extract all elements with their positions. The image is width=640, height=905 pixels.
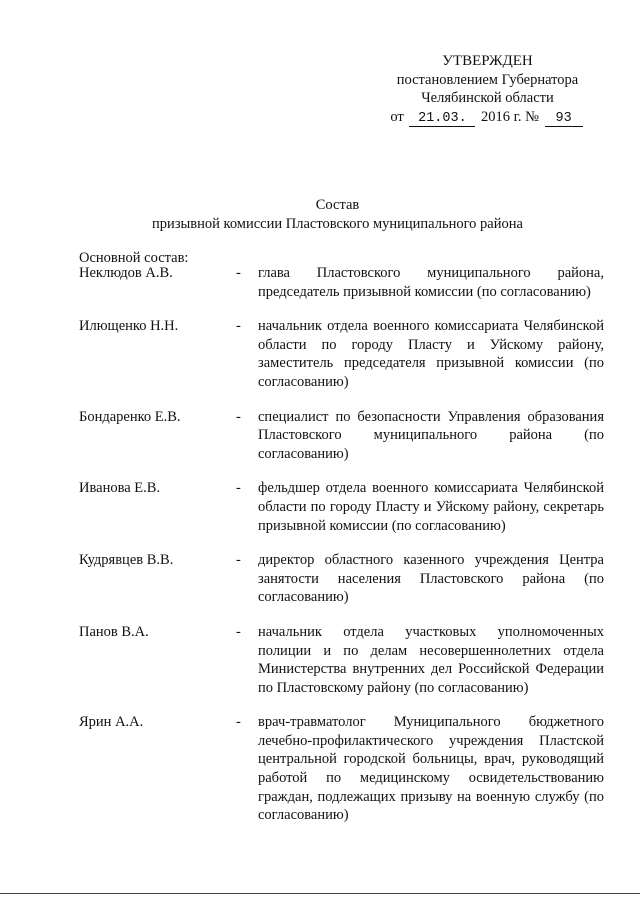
member-name: Неклюдов А.В. (79, 265, 173, 281)
member-role: фельдшер отдела военного комиссариата Челябинской области по городу Пласту и Уйскому району, секретарь призывной комиссии (по согласованию) (258, 480, 604, 534)
member-name: Бондаренко Е.В. (79, 408, 181, 425)
member-role: специалист по безопасности Управления образования Пластовского муниципального района (по согласованию) (258, 408, 604, 462)
member-dash: - (236, 318, 241, 335)
member-role: глава Пластовского муниципального района, председатель призывной комиссии (по согласованию) (258, 265, 604, 300)
member-role: начальник отдела участковых уполномоченных полиции и по делам несовершеннолетних отдела Министерства внутренних дел Российской Федерации по Пластовскому району (по согласованию) (258, 623, 604, 696)
member-name: Ярин А.А. (79, 714, 144, 731)
member-dash: - (236, 623, 241, 640)
member-role: директор областного казенного учреждения Центра занятости населения Пластовского района (по согласованию) (258, 552, 604, 606)
approval-number-value: 93 (545, 111, 583, 127)
member-name: Панов В.А. (79, 623, 149, 640)
member-row (79, 551, 604, 607)
section-label: Основной состав: (79, 250, 189, 266)
member-dash: - (236, 408, 241, 425)
member-row (79, 479, 604, 535)
approval-heading: УТВЕРЖДЕН (442, 53, 533, 69)
member-dash: - (236, 714, 241, 731)
member-name: Илющенко Н.Н. (79, 318, 179, 335)
member-dash: - (236, 552, 241, 569)
approval-line-1: постановлением Губернатора (396, 71, 579, 88)
member-name: Иванова Е.В. (79, 480, 161, 497)
approval-date-value: 21.03. (409, 111, 475, 127)
approval-line-2: Челябинской области (421, 90, 554, 107)
member-role: врач-травматолог Муниципального бюджетного лечебно-профилактического учреждения Пластской центральной городской больницы, врач, руководящий работой по медицинскому освидетельствованию граждан, подлежащих призыву на военную службу (по согласованию) (258, 714, 604, 824)
member-row (79, 264, 604, 301)
date-prefix: от (390, 108, 404, 125)
member-dash: - (236, 480, 241, 497)
title-line-1: Состав (315, 197, 360, 213)
title-line-2: призывной комиссии Пластовского муниципального района (152, 215, 523, 232)
member-dash: - (236, 265, 241, 281)
document-title (110, 196, 565, 233)
approval-block (370, 52, 605, 127)
approval-date-line (370, 108, 605, 127)
member-role: начальник отдела военного комиссариата Челябинской области по городу Пласту и Уйскому району, заместитель председателя призывной комиссии (по согласованию) (258, 318, 604, 390)
year-text: 2016 г. № (481, 108, 540, 125)
member-row (79, 713, 604, 825)
member-row (79, 408, 604, 464)
member-name: Кудрявцев В.В. (79, 552, 174, 569)
members-list (79, 264, 604, 841)
page-bottom-rule (0, 893, 640, 894)
member-row (79, 317, 604, 391)
member-row (79, 623, 604, 697)
